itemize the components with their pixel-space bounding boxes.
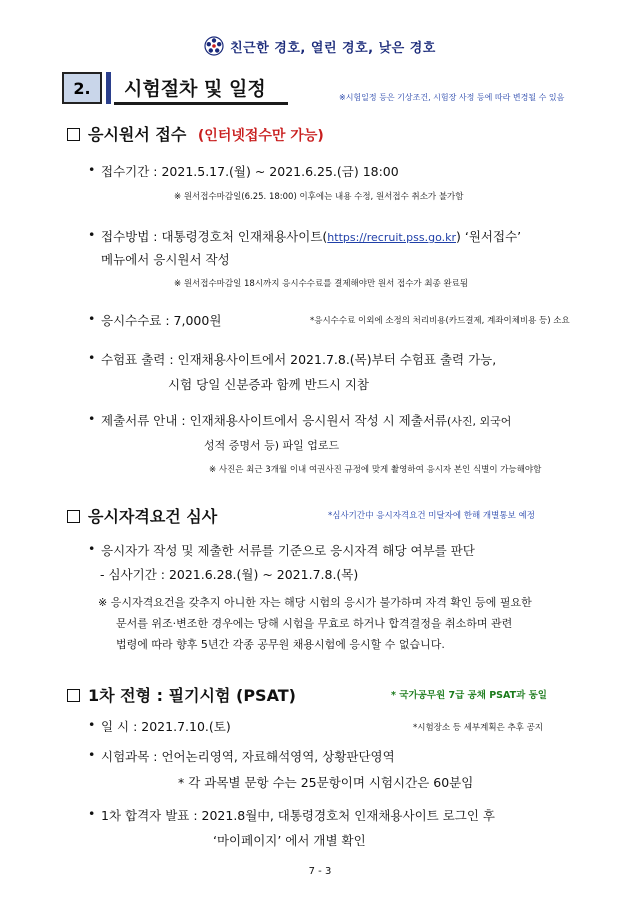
- header-slogan: 친근한 경호, 열린 경호, 낮은 경호: [230, 40, 436, 56]
- apply-method-note: ※ 원서접수마감일 18시까지 응시수수료를 결제해야만 원서 접수가 최종 완료됨: [174, 279, 469, 289]
- review-note1: ※ 응시자격요건을 갖추지 아니한 자는 해당 시험의 응시가 불가하며 자격 확인 등에 필요한: [98, 596, 532, 609]
- apply-method-label: 접수방법 : 대통령경호처 인재채용사이트(: [101, 229, 328, 244]
- review-period: - 심사기간 : 2021.6.28.(월) ~ 2021.7.8.(목): [100, 567, 359, 582]
- review-heading-note: *심사기간中 응시자격요건 미달자에 한해 개별통보 예정: [328, 511, 535, 521]
- exam1-result-line1: 1차 합격자 발표 : 2021.8월中, 대통령경호처 인재채용사이트 로그인 후: [101, 808, 495, 823]
- exam1-heading-note: * 국가공무원 7급 공채 PSAT과 동일: [391, 690, 547, 701]
- page-header: [0, 36, 640, 56]
- bullet-icon: •: [88, 541, 96, 556]
- apply-fee: 응시수수료 : 7,000원: [101, 313, 222, 328]
- ticket-line2: 시험 당일 신분증과 함께 반드시 지참: [168, 377, 369, 392]
- docs-line1-text: 제출서류 안내 : 인재채용사이트에서 응시원서 작성 시 제출서류: [101, 413, 447, 428]
- apply-method-label-end: ) ‘원서접수’: [456, 229, 522, 244]
- docs-line1-small: (사진, 외국어: [446, 415, 512, 428]
- exam1-heading: [67, 683, 296, 706]
- review-heading: [67, 504, 217, 527]
- exam1-subjects-note: * 각 과목별 문항 수는 25문항이며 시험시간은 60분임: [178, 775, 474, 790]
- exam1-date: 일 시 : 2021.7.10.(토): [101, 719, 231, 734]
- bullet-icon: •: [88, 411, 96, 426]
- docs-note: ※ 사진은 최근 3개월 이내 여권사진 규정에 맞게 촬영하여 응시자 본인 식별이 가능해야함: [209, 465, 542, 475]
- section-title: 시험절차 및 일정: [124, 78, 266, 100]
- section-underline: [114, 102, 288, 105]
- checkbox-square-icon: [67, 128, 80, 141]
- review-heading-text: 응시자격요건 심사: [88, 507, 218, 526]
- bullet-icon: •: [88, 162, 96, 177]
- docs-line2: 성적 증명서 등) 파일 업로드: [204, 439, 340, 452]
- pss-emblem-icon: [204, 36, 224, 56]
- bullet-icon: •: [88, 227, 96, 242]
- bullet-icon: •: [88, 747, 96, 762]
- recruit-site-link[interactable]: https://recruit.pss.go.kr: [327, 231, 457, 244]
- apply-heading-note: (인터넷접수만 가능): [197, 128, 324, 144]
- apply-period-note: ※ 원서접수마감일(6.25. 18:00) 이후에는 내용 수정, 원서접수 취소가 불가함: [174, 192, 464, 202]
- exam1-heading-text: 1차 전형 : 필기시험 (PSAT): [88, 686, 296, 705]
- review-note2: 문서를 위조·변조한 경우에는 당해 시험을 무효로 하거나 합격결정을 취소하며 관련: [116, 617, 513, 630]
- apply-heading: [67, 122, 324, 145]
- checkbox-square-icon: [67, 510, 80, 523]
- apply-heading-text: 응시원서 접수: [88, 125, 187, 144]
- bullet-icon: •: [88, 350, 96, 365]
- checkbox-square-icon: [67, 689, 80, 702]
- apply-period: 접수기간 : 2021.5.17.(월) ~ 2021.6.25.(금) 18:00: [101, 164, 399, 179]
- review-line1: 응시자가 작성 및 제출한 서류를 기준으로 응시자격 해당 여부를 판단: [101, 543, 475, 558]
- section-note: ※시험일정 등은 기상조건, 시험장 사정 등에 따라 변경될 수 있음: [339, 93, 565, 102]
- apply-method-line2: 메뉴에서 응시원서 작성: [101, 252, 230, 267]
- docs-line1: [101, 411, 511, 429]
- ticket-line1: 수험표 출력 : 인재채용사이트에서 2021.7.8.(목)부터 수험표 출력 가능,: [101, 352, 497, 367]
- exam1-result-line2: ‘마이페이지’ 에서 개별 확인: [213, 833, 366, 848]
- bullet-icon: •: [88, 311, 96, 326]
- apply-method: [101, 227, 521, 245]
- bullet-icon: •: [88, 806, 96, 821]
- exam1-date-note: *시험장소 등 세부계획은 추후 공지: [413, 723, 544, 733]
- apply-fee-note: *응시수수료 이외에 소정의 처리비용(카드결제, 계좌이체비용 등) 소요: [310, 316, 570, 326]
- exam1-subjects: 시험과목 : 언어논리영역, 자료해석영역, 상황판단영역: [101, 749, 395, 764]
- section-number: 2.: [62, 72, 102, 104]
- page-number: 7 - 3: [308, 866, 332, 877]
- section-accent-bar: [106, 72, 111, 104]
- review-note3: 법령에 따라 향후 5년간 각종 공무원 채용시험에 응시할 수 없습니다.: [116, 638, 445, 651]
- bullet-icon: •: [88, 717, 96, 732]
